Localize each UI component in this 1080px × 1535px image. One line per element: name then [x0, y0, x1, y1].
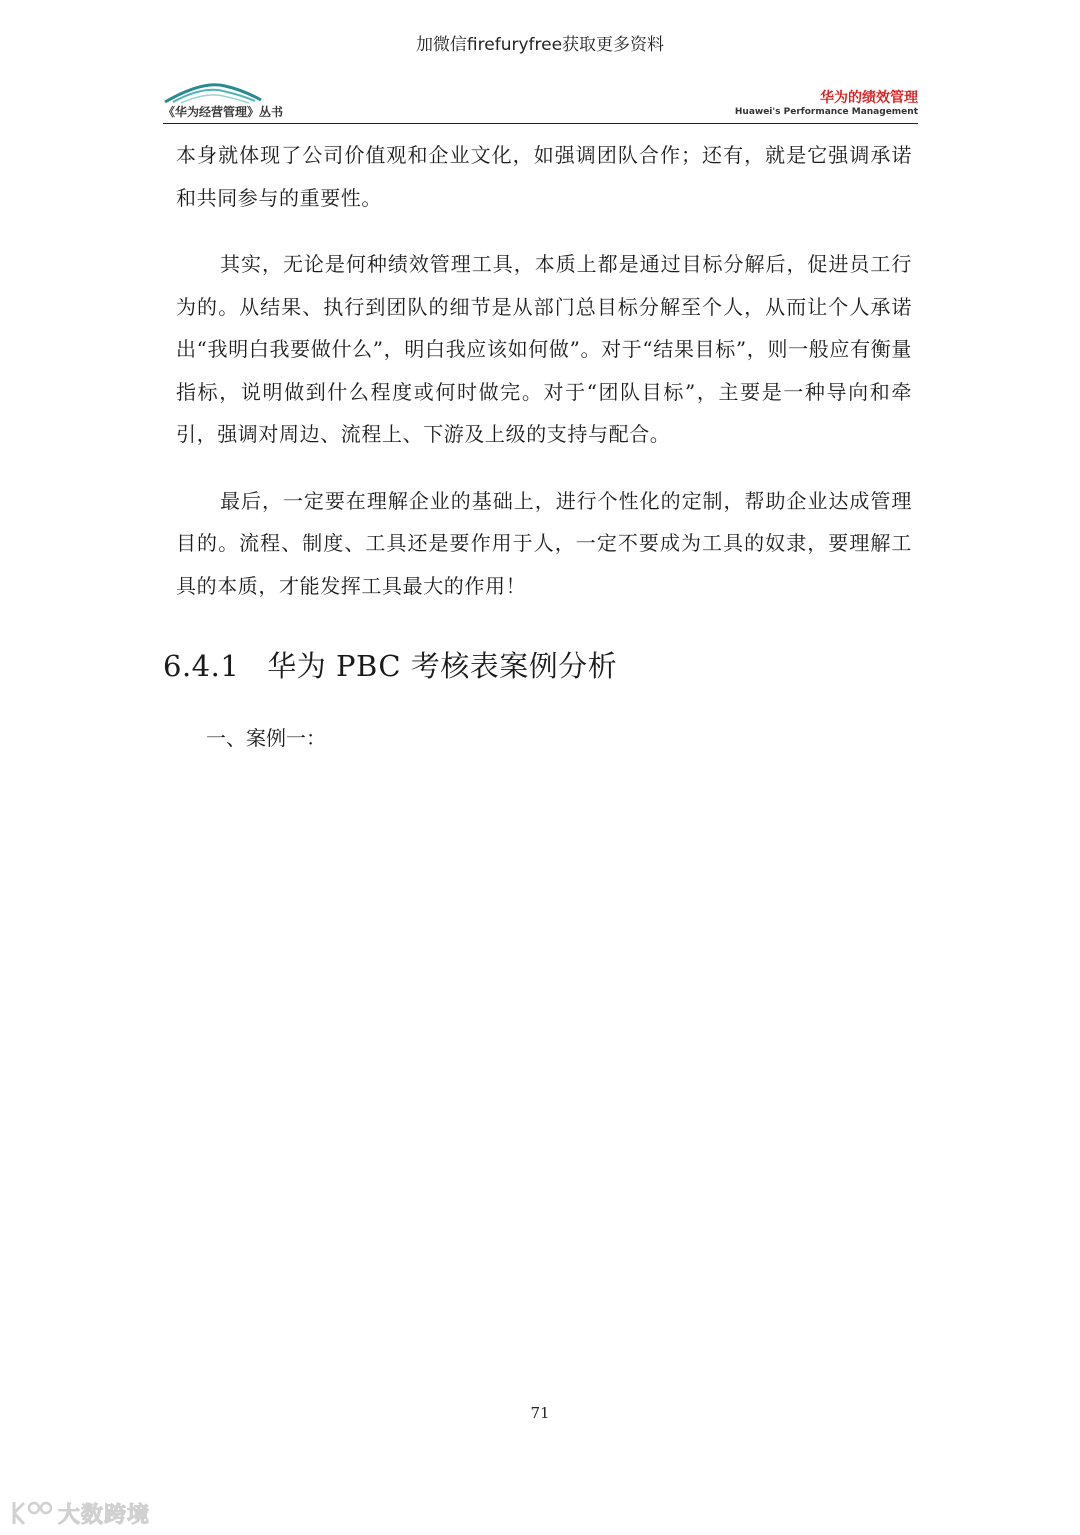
- section-number: 6.4.1: [163, 649, 240, 683]
- paragraph: 最后，一定要在理解企业的基础上，进行个性化的定制，帮助企业达成管理目的。流程、制度、工具还是要作用于人，一定不要成为工具的奴隶，要理解工具的本质，才能发挥工具最大的作用！: [176, 488, 912, 598]
- book-title: 华为的绩效管理: [820, 90, 918, 106]
- watermark-logo-icon: [8, 1498, 54, 1528]
- mountain-logo-icon: [163, 78, 263, 104]
- section-heading: [163, 644, 617, 685]
- paragraph-continuation: 本身就体现了公司价值观和企业文化，如强调团队合作；还有，就是它强调承诺和共同参与的重要性。: [176, 143, 912, 210]
- series-title: 《华为经营管理》丛书: [163, 105, 284, 119]
- paragraph: 其实，无论是何种绩效管理工具，本质上都是通过目标分解后，促进员工行为的。从结果、执行到团队的细节是从部门总目标分解至个人，从而让个人承诺出“我明白我要做什么”，明白我应该如何做”。对于“结果目标”，则一般应有衡量指标，说明做到什么程度或何时做完。对于“团队目标”，主要是一种导向和牵引，强调对周边、流程上、下游及上级的支持与配合。: [176, 252, 912, 446]
- book-subtitle: Huawei's Performance Management: [734, 107, 918, 117]
- page-number: 71: [530, 1404, 550, 1422]
- header-left: [163, 78, 323, 122]
- header-rule: [163, 123, 918, 124]
- watermark: [8, 1495, 150, 1531]
- section-title: 华为 PBC 考核表案例分析: [267, 649, 618, 683]
- watermark-text: 大数跨境: [58, 1502, 151, 1528]
- case-label: 一、案例一：: [206, 726, 326, 750]
- body-text: [176, 134, 912, 631]
- top-note: 加微信firefuryfree获取更多资料: [415, 35, 665, 55]
- page-header: [163, 78, 918, 124]
- header-right: [735, 90, 918, 118]
